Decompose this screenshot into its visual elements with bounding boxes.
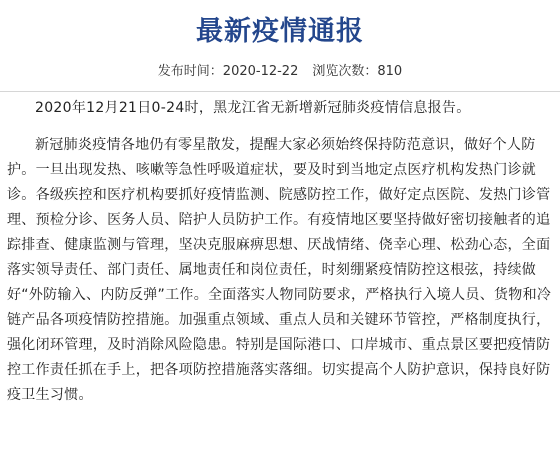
views-label: 浏览次数： — [312, 64, 378, 79]
article-meta — [0, 63, 560, 81]
views-count: 810 — [377, 64, 403, 79]
publish-date: 2020-12-22 — [222, 64, 299, 79]
article-title: 最新疫情通报 — [196, 16, 364, 47]
article-body — [7, 96, 557, 408]
article-paragraph-guidance: 新冠肺炎疫情各地仍有零星散发，提醒大家必须始终保持防范意识，做好个人防护。一旦出现发热、咳嗽等急性呼吸道症状，要及时到当地定点医疗机构发热门诊就诊。各级疾控和医疗机构要抓好疫情监测、院感防控工作，做好定点医院、发热门诊管理、预检分诊、医务人员、陪护人员防护工作。有疫情地区要坚持做好密切接触者的追踪排查、健康监测与管理，坚决克服麻痹思想、厌战情绪、侥幸心理、松劲心态，全面落实领导责任、部门责任、属地责任和岗位责任，时刻绷紧疫情防控这根弦，持续做好“外防输入、内防反弹”工作。全面落实人物同防要求，严格执行入境人员、货物和冷链产品各项疫情防控措施。加强重点领域、重点人员和关键环节管控，严格制度执行，强化闭环管理，及时消除风险隐患。特别是国际港口、口岸城市、重点景区要把疫情防控工作责任抓在手上，把各项防控措施落实落细。切实提高个人防护意识，保持良好防疫卫生习惯。 — [7, 137, 552, 403]
article-paragraph-summary: 2020年12月21日0-24时，黑龙江省无新增新冠肺炎疫情信息报告。 — [35, 100, 471, 116]
header-divider — [0, 91, 560, 92]
publish-label: 发布时间： — [157, 64, 223, 79]
